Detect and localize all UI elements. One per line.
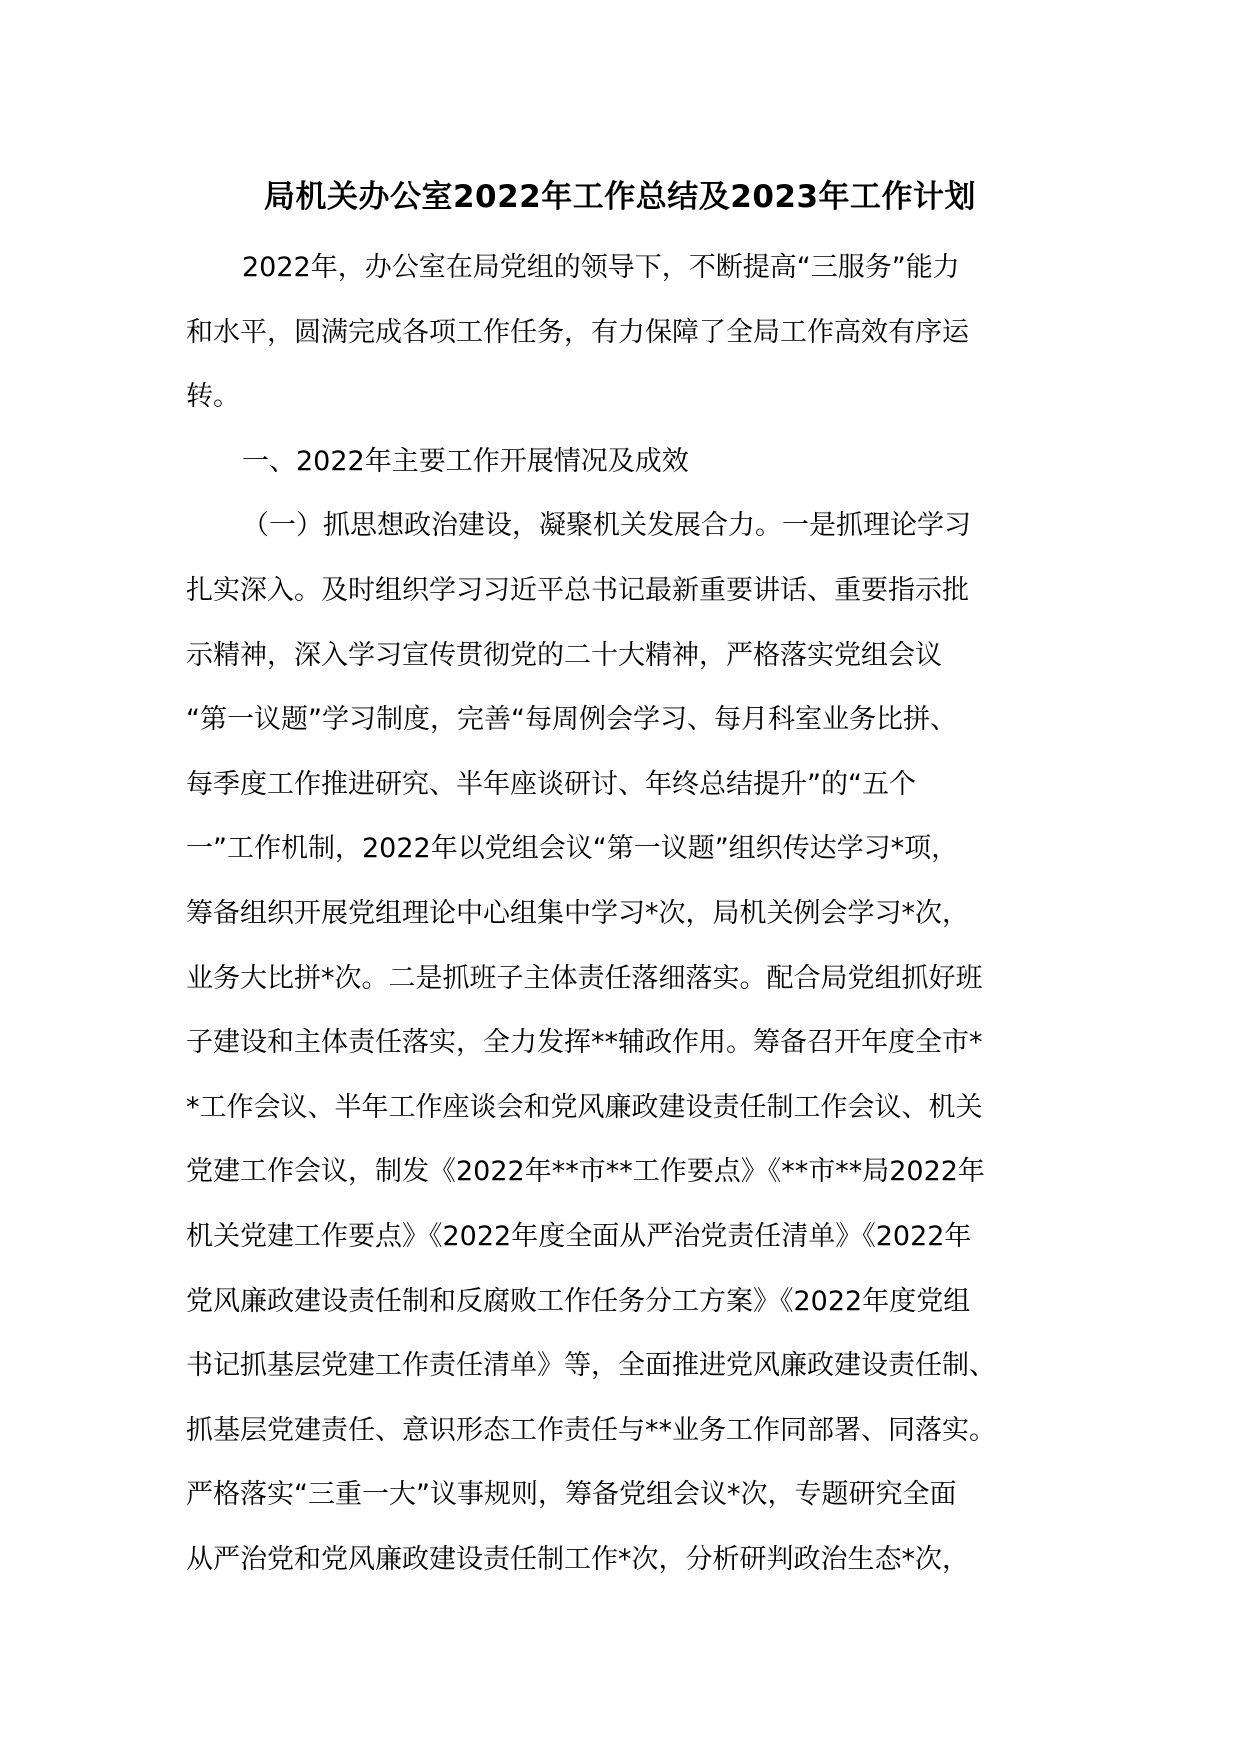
text-line: 扎实深入。及时组织学习习近平总书记最新重要讲话、重要指示批	[186, 574, 969, 606]
text-line: 严格落实“三重一大”议事规则，筹备党组会议*次，专题研究全面	[186, 1479, 957, 1511]
text-line: 从严治党和党风廉政建设责任制工作*次，分析研判政治生态*次，	[186, 1543, 969, 1575]
text-line: 示精神，深入学习宣传贯彻党的二十大精神，严格落实党组会议	[186, 639, 942, 671]
text-line: 党风廉政建设责任制和反腐败工作任务分工方案》《2022年度党组	[186, 1285, 971, 1317]
section-heading	[186, 430, 1054, 495]
text-line: 书记抓基层党建工作责任清单》等，全面推进党风廉政建设责任制、	[186, 1350, 996, 1382]
section-one-heading: 一、2022年主要工作开展情况及成效	[242, 445, 689, 477]
text-line: （一）抓思想政治建设，凝聚机关发展合力。一是抓理论学习	[242, 510, 971, 542]
text-line: 筹备组织开展党组理论中心组集中学习*次，局机关例会学习*次，	[186, 897, 969, 929]
text-line: 转。	[186, 381, 240, 413]
document-title: 局机关办公室2022年工作总结及2023年工作计划	[263, 179, 977, 215]
text-line: “第一议题”学习制度，完善“每周例会学习、每月科室业务比拼、	[186, 704, 957, 736]
document-body	[186, 236, 1054, 1592]
intro-paragraph	[186, 236, 1054, 430]
section-one-paragraph	[186, 494, 1054, 1592]
text-line: 抓基层党建责任、意识形态工作责任与**业务工作同部署、同落实。	[186, 1414, 996, 1446]
text-line: 每季度工作推进研究、半年座谈研讨、年终总结提升”的“五个	[186, 768, 916, 800]
text-line: *工作会议、半年工作座谈会和党风廉政建设责任制工作会议、机关	[186, 1091, 983, 1123]
text-line: 子建设和主体责任落实，全力发挥**辅政作用。筹备召开年度全市*	[186, 1027, 983, 1059]
text-line: 党建工作会议，制发《2022年**市**工作要点》《**市**局2022年	[186, 1156, 985, 1188]
text-line: 2022年，办公室在局党组的领导下，不断提高“三服务”能力	[242, 252, 960, 283]
text-line: 和水平，圆满完成各项工作任务，有力保障了全局工作高效有序运	[186, 316, 969, 348]
text-line: 业务大比拼*次。二是抓班子主体责任落细落实。配合局党组抓好班	[186, 962, 983, 994]
text-line: 一”工作机制，2022年以党组会议“第一议题”组织传达学习*项，	[186, 833, 959, 865]
text-line: 机关党建工作要点》《2022年度全面从严治党责任清单》《2022年	[186, 1220, 972, 1252]
